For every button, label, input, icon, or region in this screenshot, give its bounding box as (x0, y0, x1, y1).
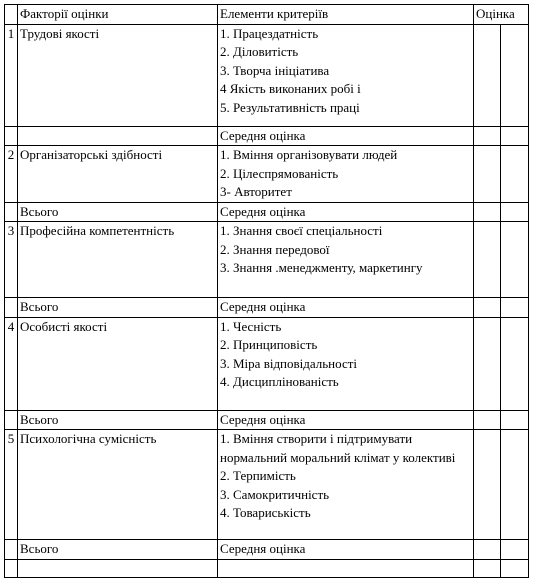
summary-score-cell (474, 410, 501, 430)
summary-score-cell-extra (501, 540, 529, 560)
total-label: Всього (18, 202, 218, 222)
total-label: Всього (18, 298, 218, 318)
summary-score-cell (474, 540, 501, 560)
factor-name: Організаторські здібності (18, 146, 218, 203)
criterion-item: 2. Принциповість (220, 337, 318, 352)
criterion-item: 1. Чесність (220, 318, 282, 334)
criterion-item: 4. Товариськість (220, 505, 311, 520)
section-row (5, 146, 529, 203)
section-score-cell-extra (501, 146, 529, 203)
empty-number-cell (5, 559, 18, 577)
average-label: Середня оцінка (218, 202, 474, 222)
summary-row (5, 202, 529, 222)
summary-score-cell-extra (501, 410, 529, 430)
summary-score-cell (474, 298, 501, 318)
factor-name: Трудові якості (18, 24, 218, 126)
section-number: 1 (5, 24, 18, 126)
factor-name: Особисті якості (18, 317, 218, 410)
summary-score-cell (474, 202, 501, 222)
header-factor-cell: Факторії оцінки (18, 5, 218, 25)
empty-score-cell (474, 559, 501, 577)
summary-number-cell (5, 298, 18, 318)
header-criteria-cell: Елементи критеріїв (218, 5, 474, 25)
criteria-list (218, 24, 474, 126)
criterion-item: 2. Терпимість (220, 468, 296, 483)
summary-number-cell (5, 540, 18, 560)
criterion-item: 3. Знання .менеджменту, маркетингу (220, 260, 423, 275)
criterion-item: 2. Знання передової (220, 241, 330, 257)
criterion-item: 1. Працездатність (220, 25, 319, 41)
empty-factor-cell (18, 559, 218, 577)
section-score-cell (474, 24, 501, 126)
empty-criteria-cell (218, 559, 474, 577)
summary-score-cell-extra (501, 298, 529, 318)
total-label: Всього (18, 540, 218, 560)
section-number: 3 (5, 222, 18, 298)
factor-name: Психологічна сумісність (18, 430, 218, 540)
criteria-list (218, 146, 474, 203)
summary-row (5, 126, 529, 146)
section-score-cell-extra (501, 317, 529, 410)
total-label: Всього (18, 410, 218, 430)
section-row (5, 222, 529, 298)
criterion-item: 4. Дисциплінованість (220, 374, 339, 389)
section-score-cell (474, 146, 501, 203)
section-score-cell (474, 222, 501, 298)
empty-row (5, 559, 529, 577)
section-score-cell (474, 317, 501, 410)
average-label: Середня оцінка (218, 540, 474, 560)
criterion-item: 3. Творча ініціатива (220, 62, 330, 78)
section-score-cell (474, 430, 501, 540)
criterion-item: 2. Цілеспрямованість (220, 165, 339, 181)
criteria-list (218, 222, 474, 298)
header-number-cell (5, 5, 18, 25)
section-score-cell-extra (501, 430, 529, 540)
section-score-cell-extra (501, 24, 529, 126)
criterion-item: 4 Якість виконаних робі і (220, 81, 361, 96)
summary-row (5, 298, 529, 318)
factor-name: Професійна компетентність (18, 222, 218, 298)
summary-row (5, 540, 529, 560)
total-label (18, 126, 218, 146)
criterion-item: 3. Міра відповідальності (220, 355, 358, 371)
evaluation-table (4, 4, 529, 578)
section-score-cell-extra (501, 222, 529, 298)
criteria-list (218, 430, 474, 540)
section-row (5, 24, 529, 126)
summary-number-cell (5, 410, 18, 430)
criterion-item: 1. Знання своєї спеціальності (220, 223, 383, 238)
section-number: 2 (5, 146, 18, 203)
criterion-item: 1. Вміння організовувати людей (220, 147, 398, 162)
summary-number-cell (5, 202, 18, 222)
evaluation-table-body (5, 5, 529, 578)
empty-score-cell-extra (501, 559, 529, 577)
section-number: 5 (5, 430, 18, 540)
summary-score-cell (474, 126, 501, 146)
header-score-cell: Оцінка (474, 5, 529, 25)
header-row (5, 5, 529, 25)
summary-score-cell-extra (501, 202, 529, 222)
section-row (5, 317, 529, 410)
summary-row (5, 410, 529, 430)
section-row (5, 430, 529, 540)
average-label: Середня оцінка (218, 410, 474, 430)
average-label: Середня оцінка (218, 126, 474, 146)
summary-score-cell-extra (501, 126, 529, 146)
criterion-item: 3. Самокритичність (220, 486, 330, 502)
criterion-item: 5. Результативність праці (220, 99, 360, 115)
criterion-item: 2. Діловитість (220, 44, 299, 59)
average-label: Середня оцінка (218, 298, 474, 318)
criterion-item: 1. Вміння створити і підтримувати нормальний моральний клімат у колективі (220, 431, 456, 465)
criteria-list (218, 317, 474, 410)
summary-number-cell (5, 126, 18, 146)
section-number: 4 (5, 317, 18, 410)
criterion-item: 3- Авторитет (220, 184, 292, 199)
